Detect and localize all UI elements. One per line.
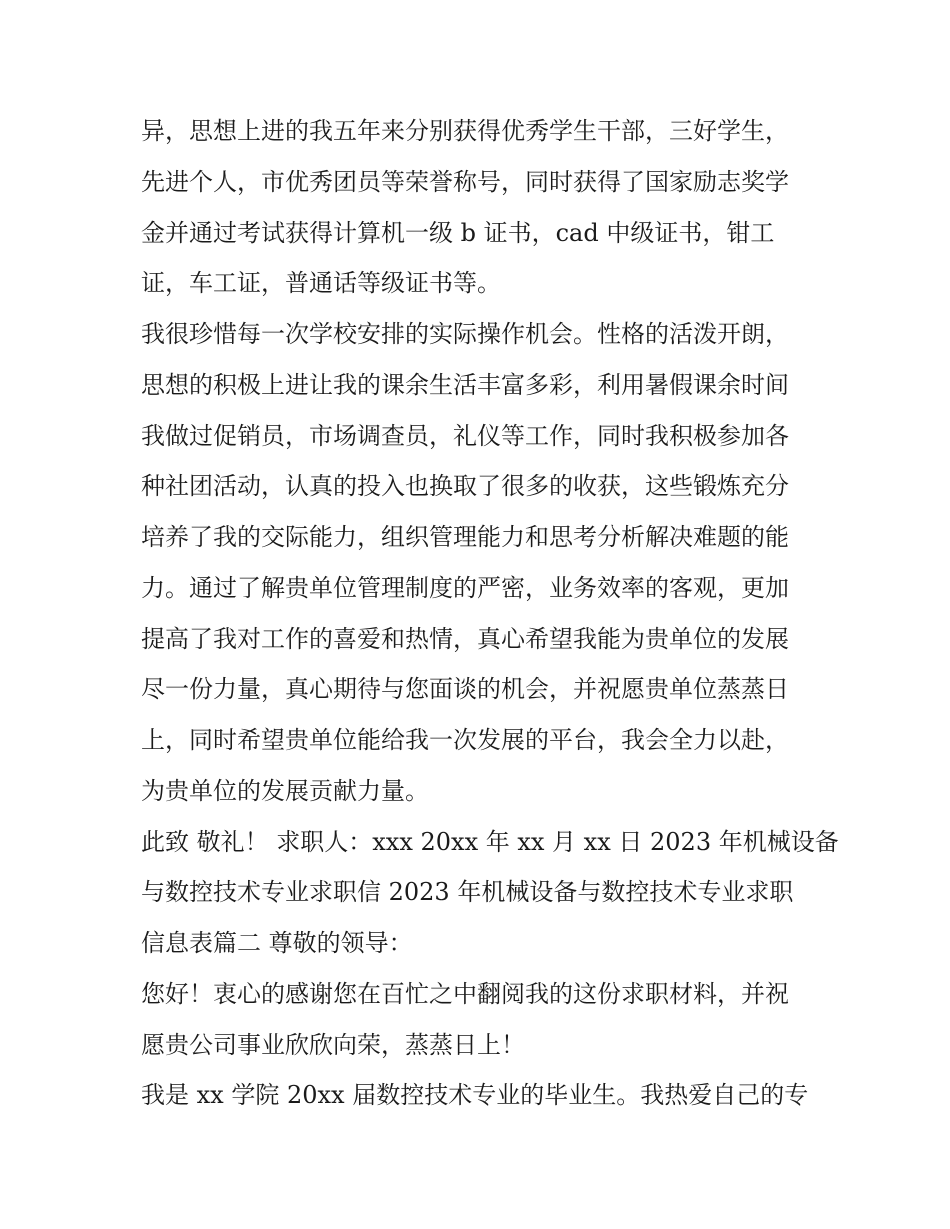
text-line: 先进个人，市优秀团员等荣誉称号，同时获得了国家励志奖学: [141, 167, 789, 196]
text-line: 提高了我对工作的喜爱和热情，真心希望我能为贵单位的发展: [141, 624, 789, 653]
text-line: 您好！衷心的感谢您在百忙之中翻阅我的这份求职材料，并祝: [141, 979, 789, 1008]
text-line: 与数控技术专业求职信 2023 年机械设备与数控技术专业求职: [141, 878, 794, 907]
text-line: 信息表篇二 尊敬的领导：: [141, 929, 413, 957]
body-text: [141, 106, 839, 1121]
text-line: 异，思想上进的我五年来分别获得优秀学生干部，三好学生，: [141, 117, 789, 145]
text-line: 培养了我的交际能力，组织管理能力和思考分析解决难题的能: [141, 523, 789, 551]
text-line: 我是 xx 学院 20xx 届数控技术专业的毕业生。我热爱自己的专: [141, 1081, 809, 1110]
text-line: 愿贵公司事业欣欣向荣，蒸蒸日上！: [141, 1030, 525, 1059]
text-line: 为贵单位的发展贡献力量。: [141, 776, 429, 805]
text-line: 我做过促销员，市场调查员，礼仪等工作，同时我积极参加各: [141, 421, 789, 450]
text-line: 我很珍惜每一次学校安排的实际操作机会。性格的活泼开朗，: [141, 320, 789, 348]
text-line: 思想的积极上进让我的课余生活丰富多彩，利用暑假课余时间: [141, 370, 789, 399]
text-line: 力。通过了解贵单位管理制度的严密，业务效率的客观，更加: [141, 573, 789, 602]
text-line: 尽一份力量，真心期待与您面谈的机会，并祝愿贵单位蒸蒸日: [141, 675, 789, 704]
text-line: 上，同时希望贵单位能给我一次发展的平台，我会全力以赴，: [141, 726, 789, 754]
text-line: 证，车工证，普通话等级证书等。: [141, 269, 501, 298]
text-line: 种社团活动，认真的投入也换取了很多的收获，这些锻炼充分: [141, 472, 789, 501]
text-line: 金并通过考试获得计算机一级 b 证书，cad 中级证书，钳工: [141, 218, 775, 247]
text-line: 此致 敬礼！ 求职人：xxx 20xx 年 xx 月 xx 日 2023 年机械设备: [141, 827, 839, 856]
